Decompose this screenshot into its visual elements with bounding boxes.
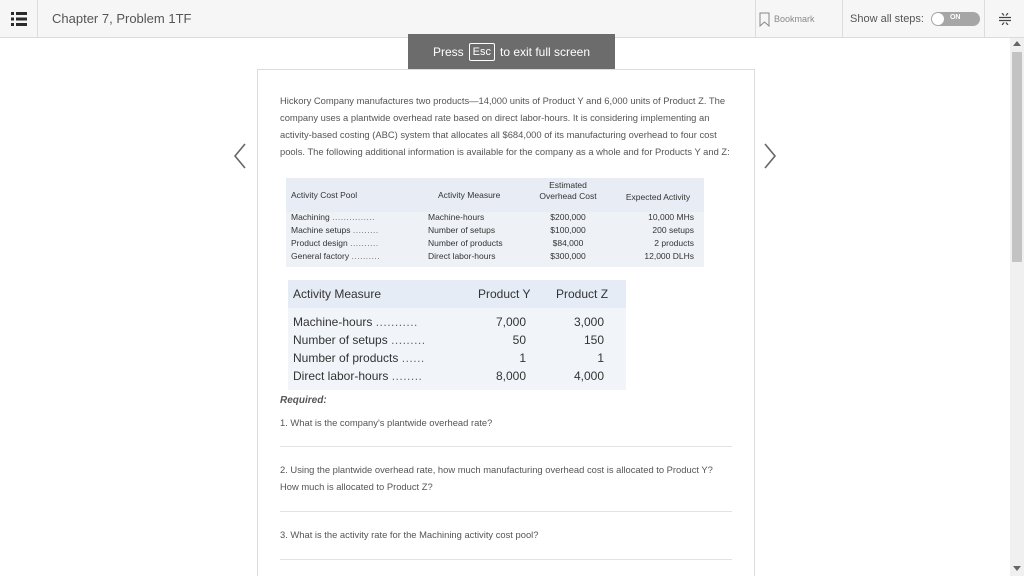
expected-activity: 200 setups <box>652 225 694 235</box>
pool-name: Product design <box>291 238 348 248</box>
table-row <box>286 211 704 224</box>
product-z-value: 1 <box>597 351 604 365</box>
question-3: 3. What is the activity rate for the Machining activity cost pool? <box>280 529 539 540</box>
table-row <box>286 250 704 263</box>
dot-leader: ......... <box>391 333 426 347</box>
problem-intro: Hickory Company manufactures two products—14,000 units of Product Y and 6,000 units of Product Z. The company uses a plantwide overhead rate based on direct labor-hours. It is considering implementing an activity-based costing (ABC) system that allocates all $684,000 of its manufacturing overhead to four cost pools. The following additional information is available for the company as a whole and for Products Y and Z: <box>280 95 730 157</box>
row-label: Direct labor-hours <box>293 369 389 383</box>
dot-leader: ........ <box>391 369 423 383</box>
activity-measure: Number of setups <box>428 225 496 235</box>
required-label: Required: <box>280 395 327 406</box>
banner-rest-text: to exit full screen <box>499 44 591 59</box>
question-divider <box>280 559 732 560</box>
chevron-left-icon[interactable] <box>230 141 250 171</box>
overhead-cost: $300,000 <box>550 251 586 261</box>
product-y-value: 8,000 <box>495 369 526 383</box>
header-activity-measure: Activity Measure <box>293 287 382 301</box>
menu-button[interactable] <box>0 0 38 38</box>
table-row <box>288 367 626 385</box>
row-label: Number of products <box>293 351 399 365</box>
scroll-thumb[interactable] <box>1012 52 1022 262</box>
pool-name: General factory <box>291 251 350 261</box>
header-product-y: Product Y <box>478 287 531 301</box>
dot-leader: ...... <box>401 351 425 365</box>
collapse-button[interactable] <box>984 0 1024 38</box>
bookmark-label: Bookmark <box>774 14 815 24</box>
table-row <box>286 224 704 237</box>
bookmark-icon <box>759 12 770 27</box>
dot-leader: .......... <box>350 238 379 248</box>
row-label: Machine-hours <box>293 315 373 329</box>
expected-activity: 12,000 DLHs <box>644 251 694 261</box>
fullscreen-banner <box>408 34 615 69</box>
pool-name: Machine setups <box>291 225 351 235</box>
cost-pool-table <box>286 178 704 267</box>
expected-activity: 10,000 MHs <box>648 212 694 222</box>
cost-pool-table-header <box>286 178 704 212</box>
bookmark-button[interactable] <box>755 0 842 38</box>
problem-card <box>257 69 755 576</box>
vertical-scrollbar[interactable] <box>1010 38 1024 576</box>
pool-name: Machining <box>291 212 330 222</box>
dot-leader: ........... <box>375 315 418 329</box>
toggle-knob <box>932 13 944 25</box>
product-z-value: 3,000 <box>573 315 604 329</box>
overhead-cost: $200,000 <box>550 212 586 222</box>
page-title: Chapter 7, Problem 1TF <box>52 11 192 26</box>
question-2: 2. Using the plantwide overhead rate, how much manufacturing overhead cost is allocated to Product Y? How much is allocated to Product Z? <box>280 464 713 492</box>
scroll-up-arrow[interactable] <box>1013 41 1021 46</box>
product-activity-table <box>288 280 626 390</box>
header-expected-activity: Expected Activity <box>625 192 691 202</box>
product-y-value: 7,000 <box>495 315 526 329</box>
dot-leader: ......... <box>352 225 379 235</box>
activity-measure: Direct labor-hours <box>428 251 496 261</box>
product-z-value: 4,000 <box>573 369 604 383</box>
show-steps-toggle[interactable] <box>931 12 980 26</box>
table-row <box>288 349 626 367</box>
overhead-cost: $84,000 <box>552 238 584 248</box>
question-divider <box>280 446 732 447</box>
list-icon <box>11 12 27 26</box>
row-label: Number of setups <box>293 333 388 347</box>
product-y-value: 1 <box>519 351 526 365</box>
top-bar <box>0 0 1024 38</box>
question-divider <box>280 511 732 512</box>
activity-measure: Machine-hours <box>428 212 485 222</box>
product-z-value: 150 <box>583 333 604 347</box>
header-product-z: Product Z <box>556 287 609 301</box>
table-row <box>288 313 626 331</box>
overhead-cost: $100,000 <box>550 225 586 235</box>
activity-measure: Number of products <box>428 238 503 248</box>
product-table-header <box>288 280 626 308</box>
show-steps-label: Show all steps: <box>850 13 924 25</box>
dot-leader: .......... <box>351 251 381 261</box>
toggle-state-label: ON <box>949 14 961 21</box>
product-y-value: 50 <box>512 333 526 347</box>
show-steps-control <box>842 0 984 38</box>
header-activity-measure: Activity Measure <box>438 190 501 200</box>
dot-leader: ............... <box>332 212 376 222</box>
banner-press-text: Press <box>432 44 464 59</box>
table-row <box>286 237 704 250</box>
header-activity-cost-pool: Activity Cost Pool <box>291 190 358 200</box>
table-row <box>288 331 626 349</box>
chevron-right-icon[interactable] <box>760 141 780 171</box>
header-overhead-cost: Overhead Cost <box>539 191 597 201</box>
question-1: 1. What is the company's plantwide overhead rate? <box>280 417 493 428</box>
esc-key-label: Esc <box>469 43 495 61</box>
collapse-icon <box>999 13 1011 25</box>
expected-activity: 2 products <box>654 238 694 248</box>
scroll-down-arrow[interactable] <box>1013 566 1021 571</box>
header-estimated: Estimated <box>549 180 587 190</box>
